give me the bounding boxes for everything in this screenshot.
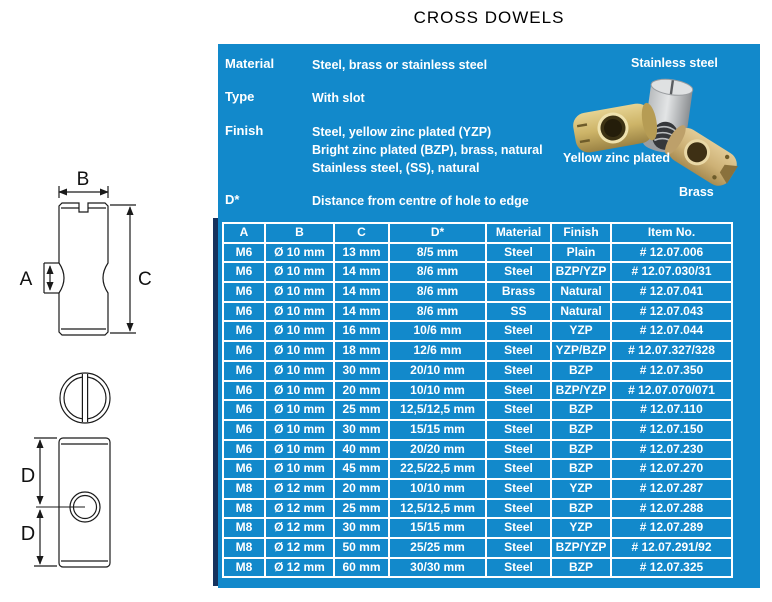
cell: 20 mm <box>335 480 390 498</box>
dimension-label-c: C <box>138 269 152 290</box>
cell: 25/25 mm <box>390 539 487 557</box>
cell: M6 <box>224 322 266 340</box>
cell: BZP <box>552 500 612 518</box>
table-row <box>224 557 731 577</box>
cell: M6 <box>224 441 266 459</box>
cell: BZP/YZP <box>552 382 612 400</box>
cell: # 12.07.350 <box>639 362 704 377</box>
cell: Steel <box>487 519 552 537</box>
table-header-row <box>224 224 731 242</box>
cell: Ø 10 mm <box>266 460 335 478</box>
cell: 12,5/12,5 mm <box>390 500 487 518</box>
cell: 10/10 mm <box>390 382 487 400</box>
cell: # 12.07.110 <box>640 402 703 417</box>
cell: # 12.07.006 <box>639 244 704 259</box>
cell: # 12.07.325 <box>639 559 704 574</box>
cell: Steel <box>487 322 552 340</box>
cell: Ø 12 mm <box>266 539 335 557</box>
cell: Ø 10 mm <box>266 421 335 439</box>
cell: Ø 12 mm <box>266 519 335 537</box>
cell: YZP <box>552 322 612 340</box>
cell: Ø 12 mm <box>266 480 335 498</box>
table-row <box>224 320 731 340</box>
cell: Ø 10 mm <box>266 322 335 340</box>
table-row <box>224 281 731 301</box>
stainless-steel-label: Stainless steel <box>631 56 718 70</box>
column-header: B <box>266 224 335 242</box>
cell: Steel <box>487 263 552 281</box>
cell: 8/5 mm <box>390 244 487 262</box>
cell: # 12.07.043 <box>639 303 704 318</box>
cell: Ø 10 mm <box>266 401 335 419</box>
cell: 8/6 mm <box>390 283 487 301</box>
finish-value-line2: Bright zinc plated (BZP), brass, natural <box>312 143 543 157</box>
cell: M8 <box>224 500 266 518</box>
cell: # 12.07.327/328 <box>628 343 715 358</box>
cell: Steel <box>487 362 552 380</box>
cell: 25 mm <box>335 500 390 518</box>
table-row <box>224 537 731 557</box>
yellow-zinc-label: Yellow zinc plated <box>563 151 670 165</box>
column-header: D* <box>390 224 487 242</box>
cell: Ø 10 mm <box>266 283 335 301</box>
cell: # 12.07.044 <box>639 323 704 338</box>
side-view-drawing <box>44 186 136 335</box>
product-table <box>222 222 733 578</box>
finish-label: Finish <box>225 123 264 138</box>
cell: M6 <box>224 421 266 439</box>
cell: Ø 10 mm <box>266 342 335 360</box>
cell: Ø 10 mm <box>266 263 335 281</box>
cell: YZP <box>552 519 612 537</box>
type-label: Type <box>225 89 255 104</box>
table-row <box>224 458 731 478</box>
cell: Natural <box>552 283 612 301</box>
cell: Steel <box>487 401 552 419</box>
cell: 8/6 mm <box>390 303 487 321</box>
cell: Steel <box>487 480 552 498</box>
cell: M6 <box>224 342 266 360</box>
table-row <box>224 242 731 262</box>
cell: 50 mm <box>335 539 390 557</box>
top-view-drawing <box>60 372 110 424</box>
material-value: Steel, brass or stainless steel <box>312 58 488 72</box>
cell: 60 mm <box>335 559 390 577</box>
cell: M6 <box>224 283 266 301</box>
cell: M8 <box>224 519 266 537</box>
table-row <box>224 478 731 498</box>
column-header: C <box>335 224 390 242</box>
cell: Ø 12 mm <box>266 559 335 577</box>
table-row <box>224 380 731 400</box>
cell: M8 <box>224 559 266 577</box>
cell: Steel <box>487 500 552 518</box>
cell: # 12.07.230 <box>639 441 704 456</box>
table-row <box>224 340 731 360</box>
cell: Ø 10 mm <box>266 303 335 321</box>
table-row <box>224 517 731 537</box>
cell: 14 mm <box>335 283 390 301</box>
cell: BZP <box>552 460 612 478</box>
dimension-label-b: B <box>76 169 90 190</box>
cell: YZP <box>552 480 612 498</box>
cell: Plain <box>552 244 612 262</box>
cell: 10/6 mm <box>390 322 487 340</box>
cell: BZP <box>552 441 612 459</box>
cell: BZP/YZP <box>552 539 612 557</box>
cell: Brass <box>487 283 552 301</box>
cell: 10/10 mm <box>390 480 487 498</box>
cell: 16 mm <box>335 322 390 340</box>
dimension-label-d-lower: D <box>20 523 36 545</box>
dimension-label-d-upper: D <box>20 465 36 487</box>
cell: 15/15 mm <box>390 519 487 537</box>
d-star-label: D* <box>225 192 240 207</box>
cell: 12,5/12,5 mm <box>390 401 487 419</box>
cell: Steel <box>487 460 552 478</box>
info-panel <box>218 44 760 588</box>
cell: Ø 10 mm <box>266 441 335 459</box>
dimension-label-a: A <box>19 269 33 290</box>
type-value: With slot <box>312 91 365 105</box>
cell: SS <box>487 303 552 321</box>
front-view-drawing <box>34 438 110 567</box>
cell: 13 mm <box>335 244 390 262</box>
column-header: Item No. <box>647 225 696 239</box>
cell: # 12.07.041 <box>639 284 704 299</box>
cell: 20 mm <box>335 382 390 400</box>
cell: M6 <box>224 362 266 380</box>
cell: M6 <box>224 303 266 321</box>
column-header: Finish <box>552 224 612 242</box>
cell: # 12.07.070/071 <box>628 382 715 397</box>
cell: # 12.07.289 <box>639 520 704 535</box>
cell: # 12.07.270 <box>639 461 704 476</box>
cell: # 12.07.030/31 <box>631 264 712 279</box>
cell: 12/6 mm <box>390 342 487 360</box>
cell: Steel <box>487 539 552 557</box>
cell: 20/20 mm <box>390 441 487 459</box>
table-row <box>224 498 731 518</box>
cell: Steel <box>487 421 552 439</box>
cell: BZP <box>552 421 612 439</box>
cell: M8 <box>224 480 266 498</box>
table-row <box>224 419 731 439</box>
cell: 30 mm <box>335 519 390 537</box>
cell: Steel <box>487 441 552 459</box>
cell: M8 <box>224 539 266 557</box>
cell: 30 mm <box>335 362 390 380</box>
cell: YZP/BZP <box>552 342 612 360</box>
cell: 18 mm <box>335 342 390 360</box>
column-header: Material <box>487 224 552 242</box>
cell: 20/10 mm <box>390 362 487 380</box>
cell: 8/6 mm <box>390 263 487 281</box>
table-row <box>224 301 731 321</box>
finish-value-line3: Stainless steel, (SS), natural <box>312 161 480 175</box>
cell: BZP <box>552 362 612 380</box>
cell: M6 <box>224 401 266 419</box>
cell: BZP <box>552 401 612 419</box>
cell: Ø 10 mm <box>266 362 335 380</box>
table-row <box>224 360 731 380</box>
cell: Natural <box>552 303 612 321</box>
technical-drawing <box>0 160 218 602</box>
cell: Ø 10 mm <box>266 244 335 262</box>
material-label: Material <box>225 56 275 71</box>
cell: 14 mm <box>335 263 390 281</box>
cell: 14 mm <box>335 303 390 321</box>
table-row <box>224 261 731 281</box>
cell: # 12.07.291/92 <box>631 540 712 554</box>
table-row <box>224 439 731 459</box>
cell: Ø 10 mm <box>266 382 335 400</box>
cell: M6 <box>224 263 266 281</box>
cell: # 12.07.150 <box>639 421 704 436</box>
cell: 15/15 mm <box>390 421 487 439</box>
cell: # 12.07.287 <box>639 480 704 495</box>
d-star-value: Distance from centre of hole to edge <box>312 194 529 208</box>
cell: M6 <box>224 460 266 478</box>
cell: M6 <box>224 244 266 262</box>
cell: # 12.07.288 <box>639 500 704 515</box>
cell: 30 mm <box>335 421 390 439</box>
finish-value-line1: Steel, yellow zinc plated (YZP) <box>312 125 492 139</box>
cell: 45 mm <box>335 460 390 478</box>
cell: 40 mm <box>335 441 390 459</box>
column-header: A <box>224 224 266 242</box>
page-title: CROSS DOWELS <box>413 8 565 27</box>
product-photos <box>558 60 758 210</box>
cell: BZP/YZP <box>552 263 612 281</box>
cell: 25 mm <box>335 401 390 419</box>
cell: Steel <box>487 342 552 360</box>
cell: Steel <box>487 244 552 262</box>
brass-label: Brass <box>679 185 714 199</box>
cell: 30/30 mm <box>390 559 487 577</box>
cell: BZP <box>552 559 612 577</box>
cell: Steel <box>487 382 552 400</box>
cell: M6 <box>224 382 266 400</box>
cell: 22,5/22,5 mm <box>390 460 487 478</box>
table-row <box>224 399 731 419</box>
cell: Ø 12 mm <box>266 500 335 518</box>
cell: Steel <box>487 559 552 577</box>
